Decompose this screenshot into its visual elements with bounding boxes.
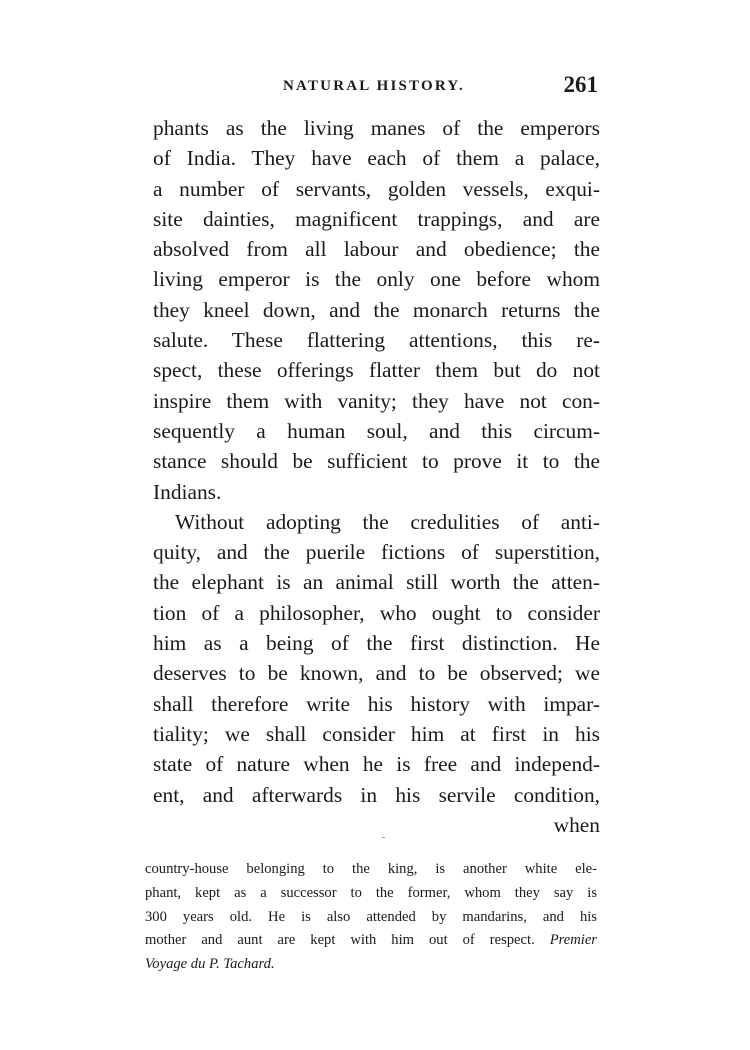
text-line: state of nature when he is free and independ- [153,752,600,777]
footnote-separator [382,837,385,838]
text-line: living emperor is the only one before whom [153,267,600,292]
footnote-text: mother and aunt are kept with him out of respect. [145,932,535,949]
text-line: a number of servants, golden vessels, exqui- [153,176,600,201]
text-line: spect, these offerings flatter them but do not [153,358,600,383]
footnote [145,858,597,977]
footnote-citation: Voyage du P. Tachard. [145,956,275,973]
text-line: Indians. [153,479,222,504]
text-line: deserves to be known, and to be observed; we [153,661,600,686]
catchword: when [553,812,600,837]
text-line: salute. These flattering attentions, this re- [153,328,600,353]
page-number: 261 [563,72,598,97]
text-line: of India. They have each of them a palace, [153,146,600,171]
text-line: tiality; we shall consider him at first in his [153,721,600,746]
footnote-line: phant, kept as a successor to the former, whom they say is [145,884,597,901]
running-head: NATURAL HISTORY. [283,78,465,94]
main-text [153,113,600,840]
text-line: ent, and afterwards in his servile condition, [153,782,600,807]
text-line: site dainties, magnificent trappings, and are [153,206,600,231]
text-line: tion of a philosopher, who ought to consider [153,600,600,625]
text-line: sequently a human soul, and this circum- [153,418,600,443]
footnote-citation: Premier [549,932,597,949]
text-line: him as a being of the first distinction. He [153,631,600,656]
text-line: shall therefore write his history with impar- [153,691,600,716]
text-line: stance should be sufficient to prove it to the [153,449,600,474]
text-line: absolved from all labour and obedience; the [153,237,600,262]
text-line: the elephant is an animal still worth the atten- [153,570,600,595]
text-line: phants as the living manes of the emperors [153,116,600,140]
page-header [155,72,610,100]
footnote-line: 300 years old. He is also attended by mandarins, and his [145,908,597,925]
text-line: quity, and the puerile fictions of superstition, [153,540,600,565]
footnote-line: country-house belonging to the king, is another white ele- [145,861,597,877]
footnote-line [145,929,597,953]
text-line: Without adopting the credulities of anti- [175,509,600,534]
text-line: they kneel down, and the monarch returns the [153,297,600,322]
text-line: inspire them with vanity; they have not con- [153,388,600,413]
